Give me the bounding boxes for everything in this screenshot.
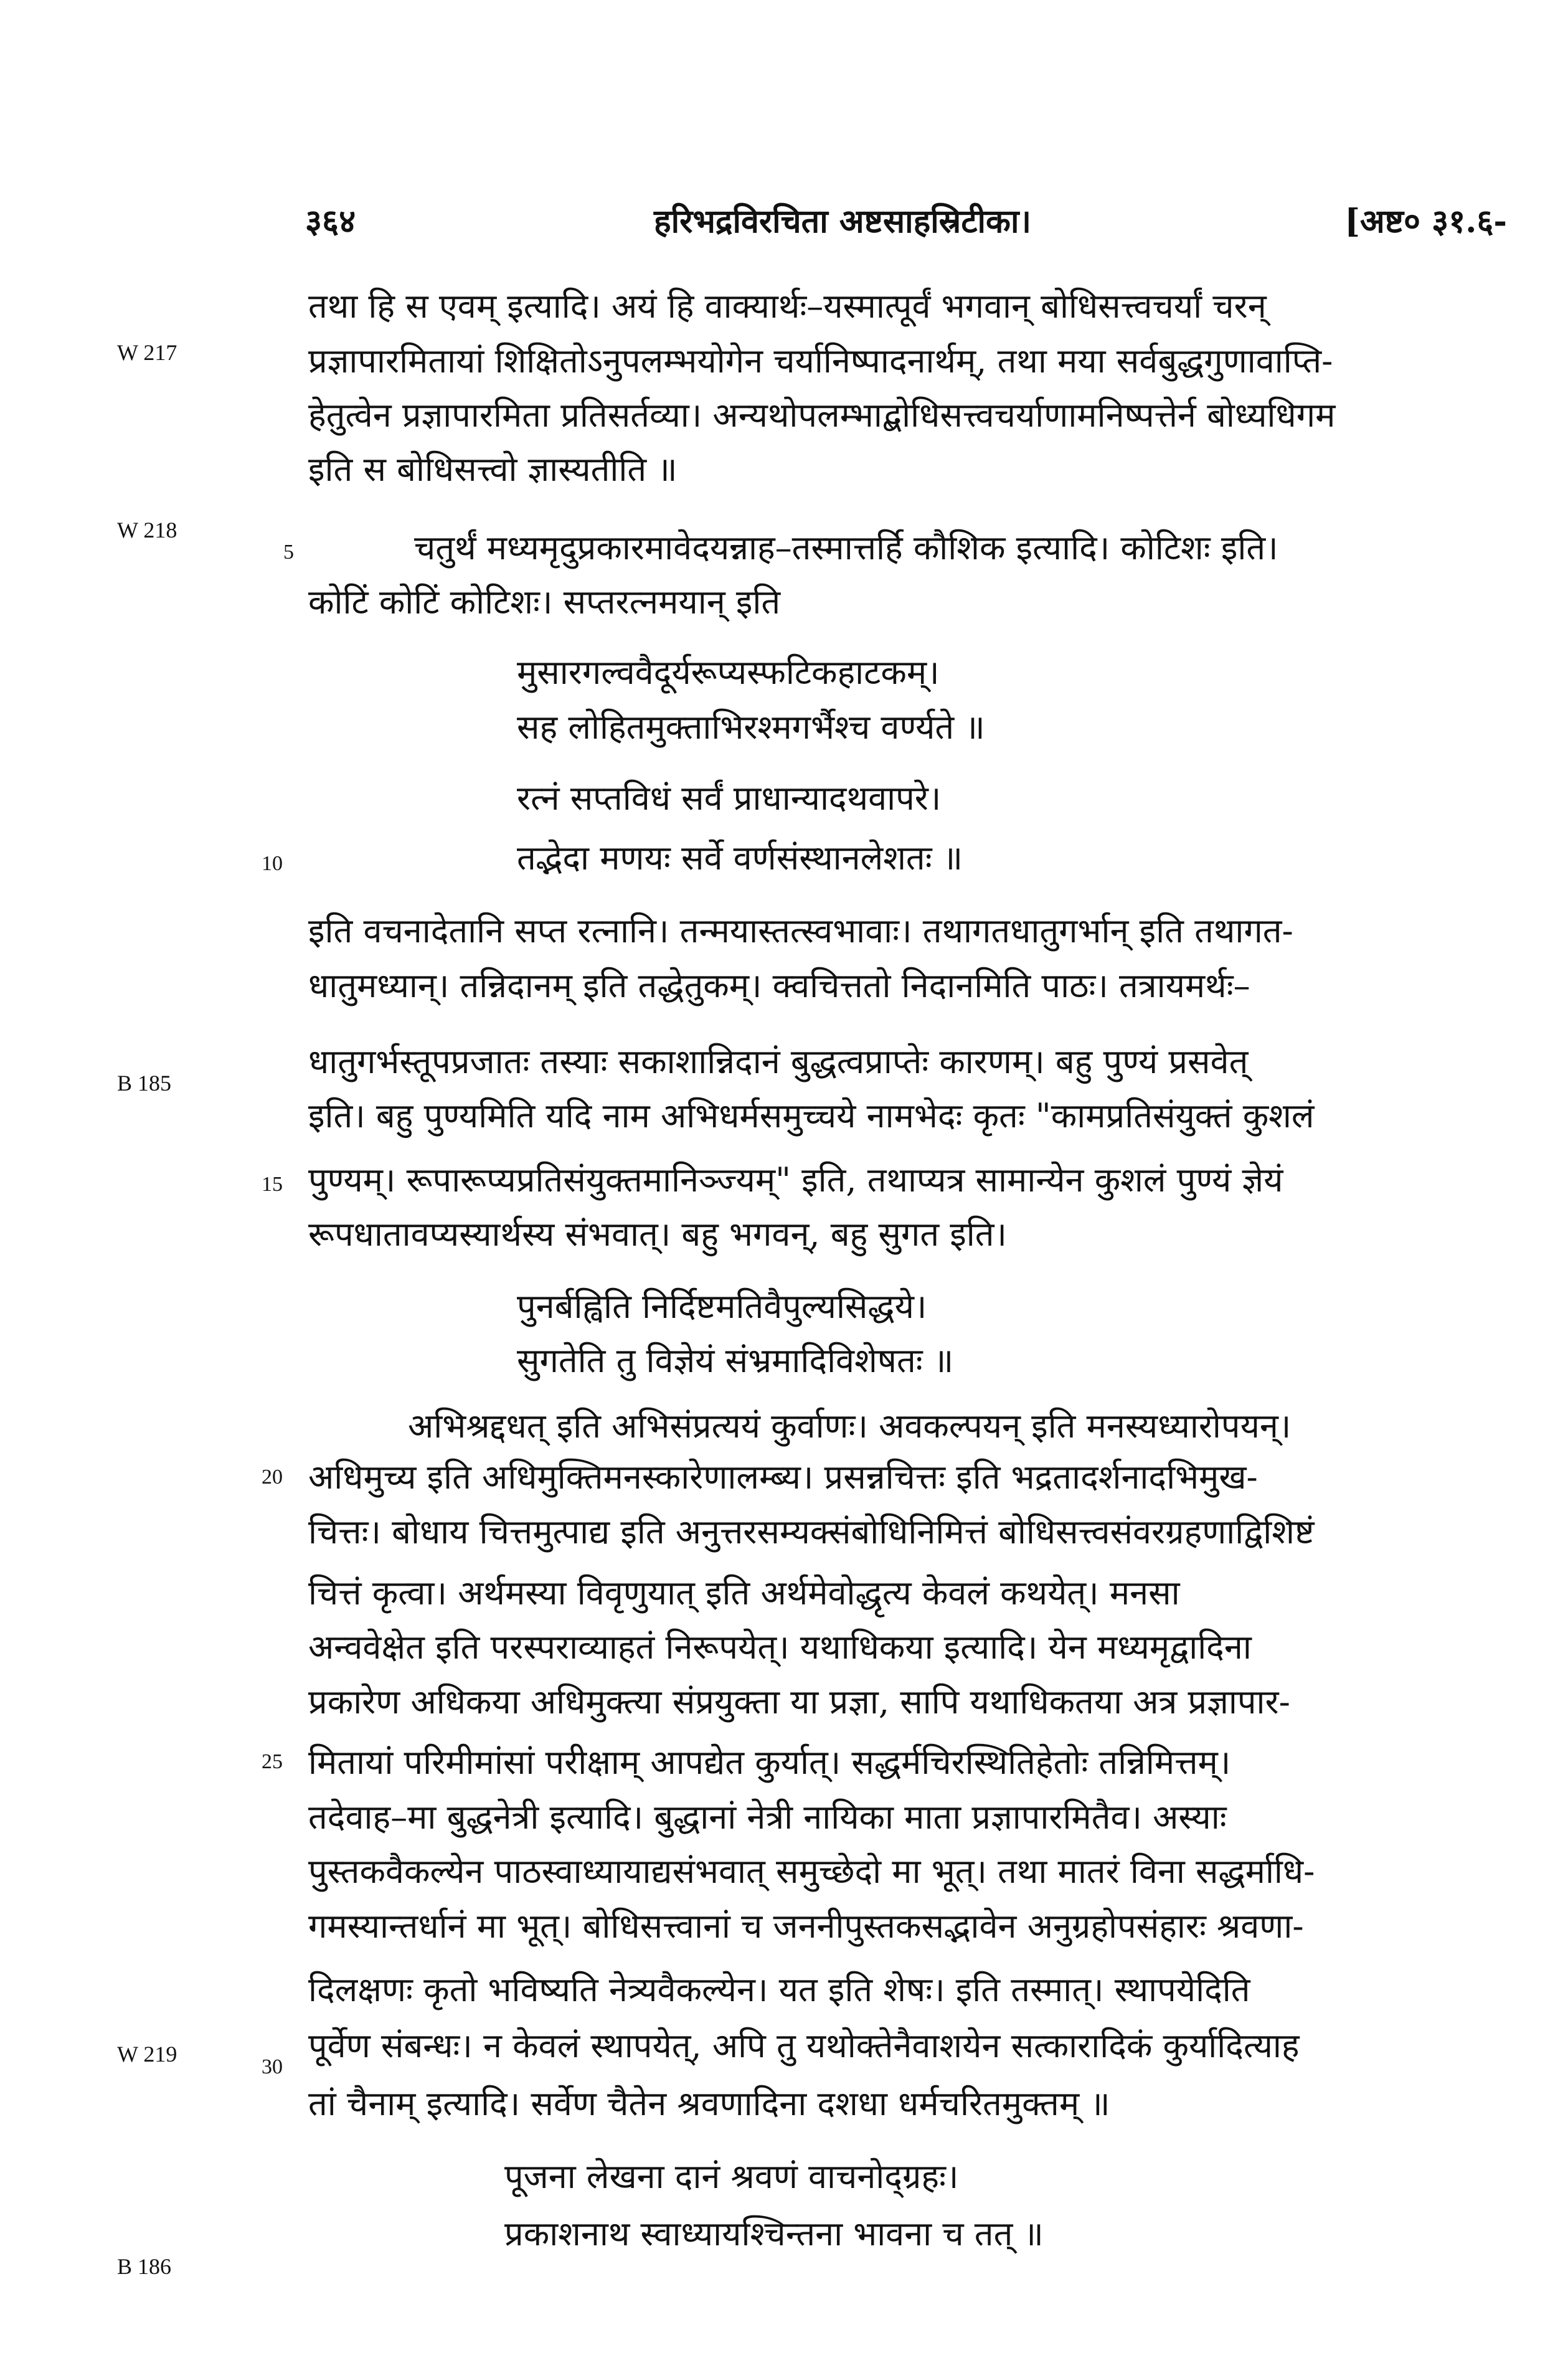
text-line: अधिमुच्य इति अधिमुक्तिमनस्कारेणालम्ब्य। प्रसन्नचित्तः इति भद्रतादर्शनादभिमुख- <box>308 1457 1258 1497</box>
text-line: इति। बहु पुण्यमिति यदि नाम अभिधर्मसमुच्चये नामभेदः कृतः "कामप्रतिसंयुक्तं कुशलं <box>308 1096 1315 1135</box>
text-line: चतुर्थं मध्यमृदुप्रकारमावेदयन्नाह–तस्मात्तर्हि कौशिक इत्यादि। कोटिशः इति। <box>414 528 1278 567</box>
margin-note: B 185 <box>117 1071 172 1096</box>
text-line: कोटिं कोटिं कोटिशः। सप्तरत्नमयान् इति <box>308 582 781 622</box>
text-line: तां चैनाम् इत्यादि। सर्वेण चैतेन श्रवणादिना दशधा धर्मचरितमुक्तम् ॥ <box>308 2084 1110 2123</box>
line-number: 25 <box>262 1750 283 1773</box>
margin-note: W 219 <box>117 2042 177 2067</box>
line-number: 5 <box>283 541 294 564</box>
verse-line: पूजना लेखना दानं श्रवणं वाचनोद्ग्रहः। <box>504 2157 959 2196</box>
running-title: हरिभद्रविरचिता अष्टसाहस्रिटीका। <box>654 202 1032 240</box>
text-line: अभिश्रद्दधत् इति अभिसंप्रत्ययं कुर्वाणः। अवकल्पयन् इति मनस्यध्यारोपयन्। <box>408 1406 1292 1446</box>
text-line: मितायां परिमीमांसां परीक्षाम् आपद्येत कुर्यात्। सद्धर्मचिरस्थितिहेतोः तन्निमित्तम्। <box>308 1743 1231 1782</box>
margin-note: W 217 <box>117 340 177 365</box>
text-line: धातुमध्यान्। तन्निदानम् इति तद्धेतुकम्। क्वचित्ततो निदानमिति पाठः। तत्रायमर्थः– <box>308 966 1250 1005</box>
verse-line: सुगतेति तु विज्ञेयं संभ्रमादिविशेषतः ॥ <box>517 1341 954 1380</box>
text-line: पूर्वेण संबन्धः। न केवलं स्थापयेत्, अपि तु यथोक्तेनैवाशयेन सत्कारादिकं कुर्यादित्याह <box>308 2026 1300 2065</box>
verse-line: पुनर्बह्विति निर्दिष्टमतिवैपुल्यसिद्धये। <box>517 1287 927 1326</box>
line-number: 15 <box>262 1173 283 1196</box>
text-line: इति स बोधिसत्त्वो ज्ञास्यतीति ॥ <box>308 450 678 489</box>
text-line: तदेवाह–मा बुद्धनेत्री इत्यादि। बुद्धानां नेत्री नायिका माता प्रज्ञापारमितैव। अस्याः <box>308 1798 1227 1837</box>
text-line: प्रकारेण अधिकया अधिमुक्त्या संप्रयुक्ता या प्रज्ञा, सापि यथाधिकतया अत्र प्रज्ञापार- <box>308 1682 1290 1722</box>
text-line: प्रज्ञापारमितायां शिक्षितोऽनुपलम्भयोगेन चर्यानिष्पादनार्थम्, तथा मया सर्वबुद्धगुणावाप्ति- <box>308 341 1333 381</box>
verse-line: प्रकाशनाथ स्वाध्यायश्चिन्तना भावना च तत् ॥ <box>504 2214 1044 2253</box>
text-line: चित्तः। बोधाय चित्तमुत्पाद्य इति अनुत्तरसम्यक्संबोधिनिमित्तं बोधिसत्त्वसंवरग्रहणाद्विशिष्टं <box>308 1512 1315 1551</box>
margin-note: W 218 <box>117 518 177 542</box>
text-line: पुण्यम्। रूपारूप्यप्रतिसंयुक्तमानिञ्ज्यम्" इति, तथाप्यत्र सामान्येन कुशलं पुण्यं ज्ञेयं <box>308 1160 1283 1200</box>
text-line: पुस्तकवैकल्येन पाठस्वाध्यायाद्यसंभवात् समुच्छेदो मा भूत्। तथा मातरं विना सद्धर्माधि- <box>308 1852 1315 1891</box>
verse-line: रत्नं सप्तविधं सर्वं प्राधान्यादथवापरे। <box>517 779 942 818</box>
text-line: दिलक्षणः कृतो भविष्यति नेत्र्यवैकल्येन। यत इति शेषः। इति तस्मात्। स्थापयेदिति <box>308 1970 1250 2009</box>
running-header <box>305 198 1507 254</box>
text-line: गमस्यान्तर्धानं मा भूत्। बोधिसत्त्वानां च जननीपुस्तकसद्भावेन अनुग्रहोपसंहारः श्रवणा- <box>308 1906 1304 1946</box>
text-line: हेतुत्वेन प्रज्ञापारमिता प्रतिसर्तव्या। अन्यथोपलम्भाद्बोधिसत्त्वचर्याणामनिष्पत्तेर्न बोध्यधिगम <box>308 396 1336 435</box>
section-reference: [अष्ट० ३१.६- <box>1344 202 1507 240</box>
page-number: ३६४ <box>305 202 356 240</box>
text-line: धातुगर्भस्तूपप्रजातः तस्याः सकाशान्निदानं बुद्धत्वप्राप्तेः कारणम्। बहु पुण्यं प्रसवेत् <box>308 1042 1249 1081</box>
line-number: 10 <box>262 852 283 875</box>
margin-note: B 186 <box>117 2254 172 2279</box>
text-line: इति वचनादेतानि सप्त रत्नानि। तन्मयास्तत्स्वभावाः। तथागतधातुगर्भान् इति तथागत- <box>308 911 1293 950</box>
text-line: तथा हि स एवम् इत्यादि। अयं हि वाक्यार्थः–यस्मात्पूर्वं भगवान् बोधिसत्त्वचर्यां चरन् <box>308 287 1267 326</box>
verse-line: तद्भेदा मणयः सर्वे वर्णसंस्थानलेशतः ॥ <box>517 838 963 878</box>
verse-line: मुसारगल्ववैदूर्यरूप्यस्फटिकहाटकम्। <box>517 653 940 692</box>
verse-line: सह लोहितमुक्ताभिरश्मगर्भैश्च वर्ण्यते ॥ <box>517 708 985 747</box>
text-line: रूपधातावप्यस्यार्थस्य संभवात्। बहु भगवन्, बहु सुगत इति। <box>308 1215 1008 1254</box>
line-number: 30 <box>262 2055 283 2078</box>
text-line: अन्ववेक्षेत इति परस्पराव्याहतं निरूपयेत्। यथाधिकया इत्यादि। येन मध्यमृद्वादिना <box>308 1627 1252 1667</box>
text-line: चित्तं कृत्वा। अर्थमस्या विवृणुयात् इति अर्थमेवोद्धृत्य केवलं कथयेत्। मनसा <box>308 1573 1180 1613</box>
line-number: 20 <box>262 1466 283 1489</box>
